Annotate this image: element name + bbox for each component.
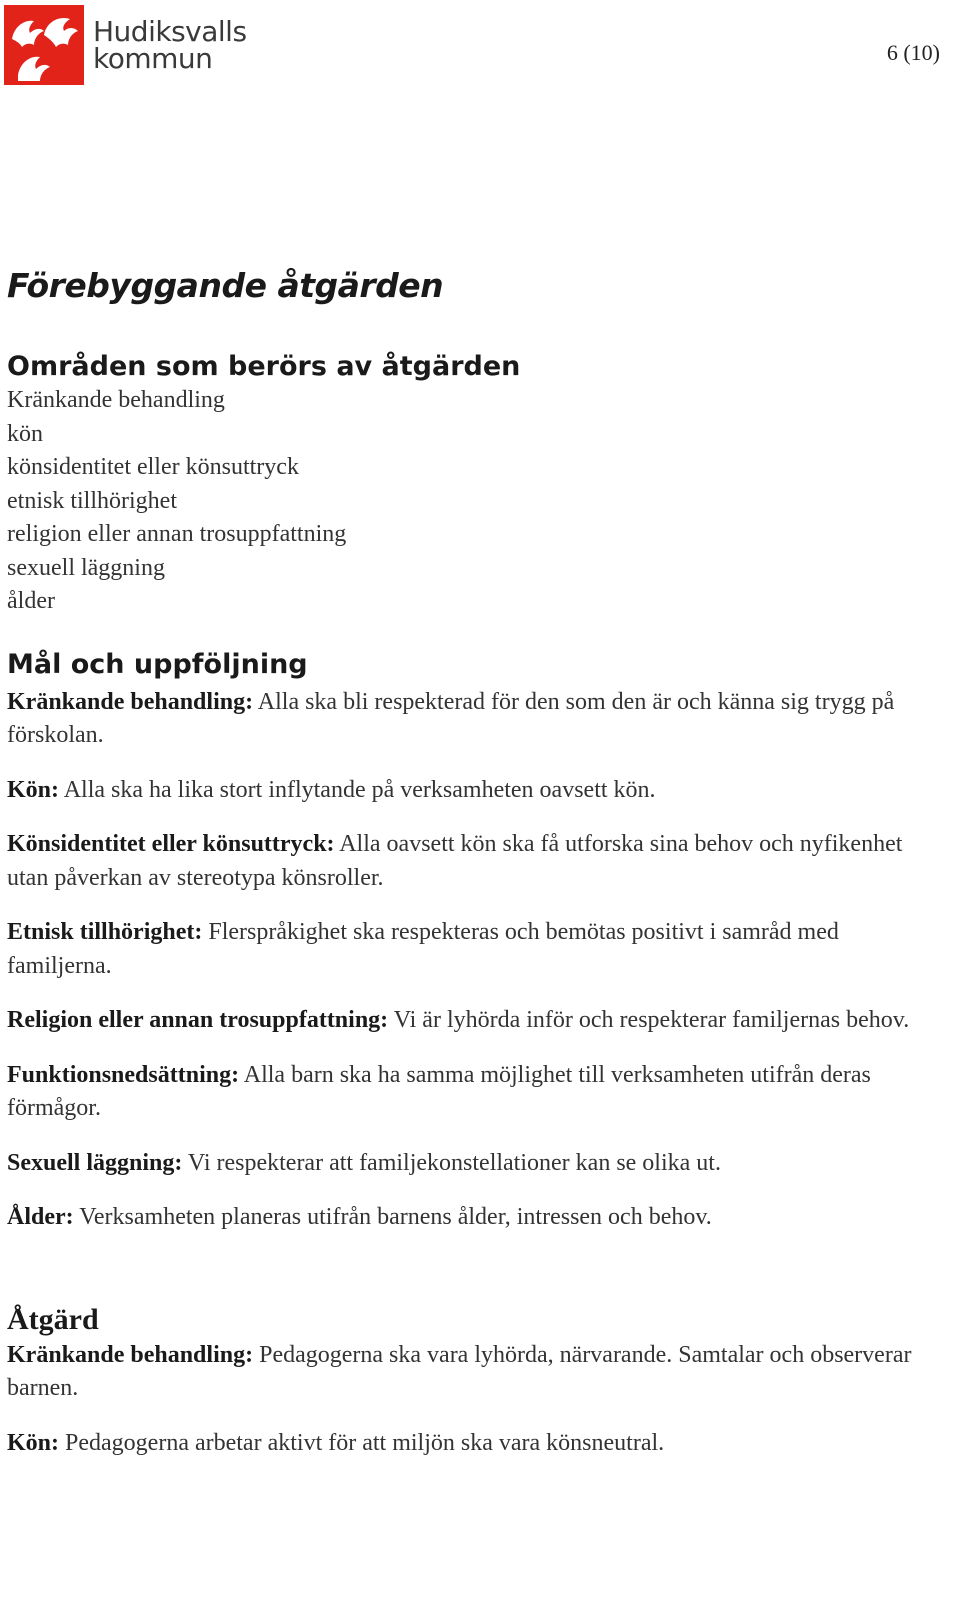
action-label: Kränkande behandling: <box>7 1341 254 1368</box>
document-body <box>7 266 942 1481</box>
goal-paragraph <box>7 1147 942 1181</box>
goal-label: Könsidentitet eller könsuttryck: <box>7 831 335 857</box>
document-title: Förebyggande åtgärden <box>7 266 444 305</box>
action-heading: Åtgärd <box>7 1302 99 1336</box>
list-item: kön <box>7 420 43 447</box>
goal-label: Etnisk tillhörighet: <box>7 919 203 945</box>
action-label: Kön: <box>7 1429 60 1456</box>
goal-paragraph <box>7 686 942 753</box>
goal-text: Alla ska bli respekterad för den som den är och känna sig trygg på förskolan. <box>7 688 895 748</box>
goal-text: Vi är lyhörda inför och respekterar familjernas behov. <box>388 1007 910 1033</box>
goal-label: Religion eller annan trosuppfattning: <box>7 1007 389 1033</box>
page-header <box>0 0 960 100</box>
goal-text: Alla oavsett kön ska få utforska sina behov och nyfikenhet utan påverkan av stereotypa könsroller. <box>7 831 903 891</box>
goal-text: Flerspråkighet ska respekteras och bemötas positivt i samråd med familjerna. <box>7 919 839 979</box>
list-item: ålder <box>7 588 55 614</box>
goal-text: Verksamheten planeras utifrån barnens ålder, intressen och behov. <box>73 1204 712 1230</box>
action-text: Pedagogerna arbetar aktivt för att miljön ska vara könsneutral. <box>59 1429 665 1456</box>
action-paragraph <box>7 1427 942 1461</box>
goat-emblem-icon <box>4 5 84 85</box>
goal-label: Funktionsnedsättning: <box>7 1061 240 1088</box>
goal-paragraph <box>7 1201 942 1235</box>
action-paragraph <box>7 1339 942 1406</box>
municipality-logo <box>4 5 247 85</box>
logo-wordmark <box>93 15 247 75</box>
goal-label: Ålder: <box>7 1204 74 1230</box>
logo-line-1: Hudiksvalls <box>93 15 247 48</box>
goal-paragraph <box>7 774 942 808</box>
goals-heading: Mål och uppföljning <box>7 648 308 680</box>
list-item: könsidentitet eller könsuttryck <box>7 454 299 480</box>
goal-paragraph <box>7 1059 942 1126</box>
goal-paragraph <box>7 916 942 983</box>
list-item: etnisk tillhörighet <box>7 487 177 514</box>
goal-text: Alla ska ha lika stort inflytande på verksamheten oavsett kön. <box>59 776 656 803</box>
action-text: Pedagogerna ska vara lyhörda, närvarande. Samtalar och observerar barnen. <box>7 1341 912 1401</box>
areas-heading: Områden som berörs av åtgärden <box>7 351 521 382</box>
list-item: Kränkande behandling <box>7 387 225 413</box>
goal-label: Kränkande behandling: <box>7 688 254 715</box>
list-item: religion eller annan trosuppfattning <box>7 521 347 547</box>
goal-label: Kön: <box>7 776 60 803</box>
list-item: sexuell läggning <box>7 554 165 581</box>
goal-text: Vi respekterar att familjekonstellationer kan se olika ut. <box>182 1149 721 1176</box>
goal-paragraph <box>7 828 942 895</box>
page-number: 6 (10) <box>886 40 940 65</box>
goal-label: Sexuell läggning: <box>7 1149 183 1176</box>
goal-paragraph <box>7 1004 942 1038</box>
logo-line-2: kommun <box>93 42 213 75</box>
areas-list <box>7 384 942 619</box>
goal-text: Alla barn ska ha samma möjlighet till verksamheten utifrån deras förmågor. <box>7 1061 871 1121</box>
